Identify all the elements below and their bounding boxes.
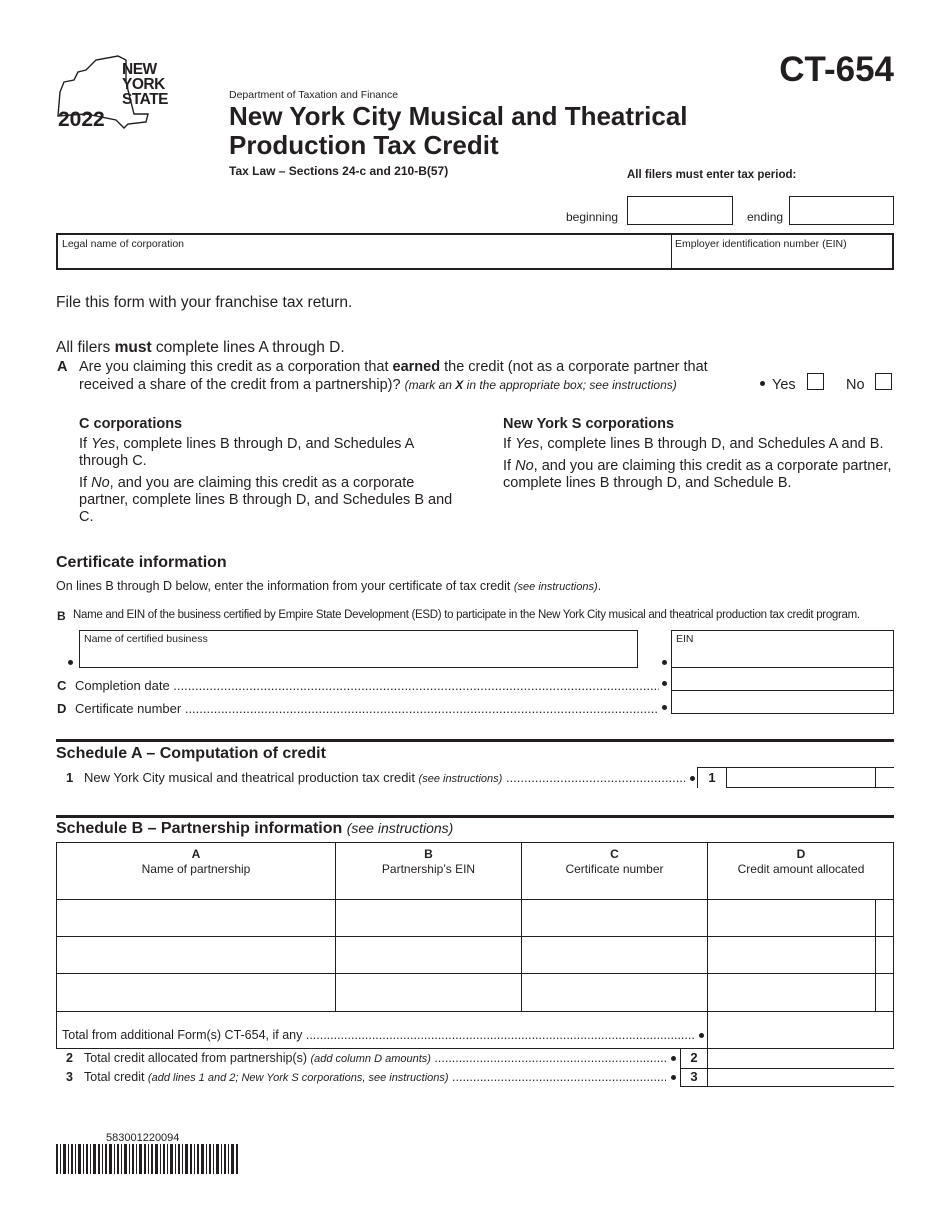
s-corps-no: If No, and you are claiming this credit as a corporate partner, complete lines B through D, and Schedule B. — [503, 458, 892, 491]
c-corps-heading: C corporations — [79, 416, 183, 432]
ending-input[interactable] — [789, 196, 894, 225]
line-c-text: Completion date ..... — [75, 678, 659, 693]
tax-law-reference: Tax Law – Sections 24-c and 210-B(57) — [229, 164, 449, 178]
column-header-b: B Partnership’s EIN — [381, 847, 476, 876]
no-checkbox[interactable] — [875, 373, 892, 390]
row-3-partnership-name[interactable] — [57, 974, 335, 1011]
form-year: 2022 — [58, 108, 105, 131]
yes-label: Yes — [772, 377, 796, 393]
line-3-amount-input[interactable] — [708, 1069, 894, 1087]
legal-name-label: Legal name of corporation — [62, 238, 184, 250]
cert-ein-label: EIN — [676, 633, 694, 645]
certificate-heading: Certificate information — [56, 554, 227, 571]
cert-ein-input[interactable] — [671, 630, 894, 668]
row-3-partnership-ein[interactable] — [336, 974, 521, 1011]
certificate-number-bullet — [662, 705, 667, 710]
row-1-credit-amount[interactable] — [708, 900, 875, 936]
column-header-d: D Credit amount allocated — [737, 847, 865, 876]
schedule-b-heading: Schedule B – Partnership information (see instructions) — [56, 820, 454, 837]
line-b-letter: B — [57, 609, 66, 623]
form-title-line2: Production Tax Credit — [229, 130, 499, 160]
s-corps-block — [503, 416, 895, 492]
certificate-intro: On lines B through D below, enter the information from your certificate of tax credit (see instructions). — [56, 579, 602, 593]
line-2-text: Total credit allocated from partnership(s) (add column D amounts) ..... — [84, 1051, 666, 1065]
line-c-letter: C — [57, 678, 67, 693]
department-name: Department of Taxation and Finance — [229, 89, 399, 101]
legal-name-field[interactable] — [58, 235, 670, 268]
completion-date-bullet — [662, 681, 667, 686]
completion-date-input[interactable] — [671, 667, 894, 691]
row-3-credit-amount[interactable] — [708, 974, 875, 1011]
col-d-cents-divider — [875, 899, 876, 1011]
line-3-box-number: 3 — [690, 1069, 698, 1084]
line-3-text: Total credit (add lines 1 and 2; New York S corporations, see instructions) ..... — [84, 1070, 666, 1084]
schedule-a-rule — [56, 739, 894, 742]
line-d-letter: D — [57, 701, 67, 716]
line-3-bottom — [680, 1086, 894, 1087]
tax-period-note: All filers must enter tax period: — [627, 169, 797, 181]
total-additional-text: Total from additional Form(s) CT-654, if any ..... — [62, 1028, 696, 1042]
form-title-line1: New York City Musical and Theatrical — [229, 101, 688, 131]
s-corps-heading: New York S corporations — [503, 416, 675, 432]
certificate-number-input[interactable] — [671, 690, 894, 714]
line-1-number: 1 — [66, 770, 74, 785]
line-2-amount-input[interactable] — [708, 1049, 894, 1068]
line-d-text: Certificate number ..... — [75, 701, 659, 716]
line-3-number: 3 — [66, 1070, 73, 1084]
schedule-a-line-bottom — [727, 787, 894, 788]
line-b-text: Name and EIN of the business certified by Empire State Development (ESD) to participate in the New York City musical and theatrical production tax credit program. — [73, 609, 860, 621]
total-additional-input[interactable] — [708, 1012, 893, 1048]
all-filers-note: All filers must complete lines A through D. — [56, 339, 345, 356]
row-1-partnership-ein[interactable] — [336, 900, 521, 936]
barcode-number: 583001220094 — [106, 1132, 180, 1144]
line-2-bullet — [671, 1056, 676, 1061]
line-a-letter: A — [57, 359, 68, 375]
logo-text: NEW YORK STATE — [122, 61, 169, 108]
row-2-credit-amount[interactable] — [708, 937, 875, 973]
c-corps-block — [79, 416, 464, 526]
ein-field[interactable] — [672, 235, 892, 268]
ein-label: Employer identification number (EIN) — [675, 238, 847, 250]
row-1-certificate-number[interactable] — [522, 900, 707, 936]
form-number: CT-654 — [779, 50, 894, 89]
s-corps-yes: If Yes, complete lines B through D, and Schedules A and B. — [503, 436, 884, 452]
line-3-bullet — [671, 1075, 676, 1080]
yes-bullet — [760, 381, 765, 386]
certified-business-input[interactable] — [79, 630, 638, 668]
beginning-input[interactable] — [627, 196, 733, 225]
yes-checkbox[interactable] — [807, 373, 824, 390]
c-corps-no: If No, and you are claiming this credit as a corporate partner, complete lines B through D, and Schedules B and C. — [79, 475, 453, 525]
line-1-text: New York City musical and theatrical production tax credit (see instructions) ..... — [84, 770, 685, 785]
line-1-amount-input[interactable] — [727, 768, 875, 788]
row-2-partnership-name[interactable] — [57, 937, 335, 973]
line-a-question-1: Are you claiming this credit as a corporation that earned the credit (not as a corporate partner that — [79, 359, 708, 375]
row-1-partnership-name[interactable] — [57, 900, 335, 936]
row-3-certificate-number[interactable] — [522, 974, 707, 1011]
line-1-box-number: 1 — [708, 770, 716, 785]
file-with-note: File this form with your franchise tax return. — [56, 294, 353, 311]
ending-label: ending — [747, 210, 784, 224]
cert-ein-bullet — [662, 660, 667, 665]
beginning-label: beginning — [566, 210, 619, 224]
line-a-question-2: received a share of the credit from a partnership)? (mark an X in the appropriate box; see instructions) — [79, 377, 677, 393]
column-header-a: A Name of partnership — [141, 847, 251, 876]
total-additional-bullet — [699, 1033, 704, 1038]
column-header-c: C Certificate number — [565, 847, 664, 876]
business-bullet — [68, 660, 73, 665]
schedule-a-heading: Schedule A – Computation of credit — [56, 745, 326, 762]
nys-logo — [56, 52, 186, 132]
line-1-bullet — [690, 776, 695, 781]
schedule-b-rule — [56, 815, 894, 818]
row-2-partnership-ein[interactable] — [336, 937, 521, 973]
line-1-cents-divider — [875, 767, 876, 788]
row-2-certificate-number[interactable] — [522, 937, 707, 973]
line-2-box-number: 2 — [690, 1050, 698, 1065]
barcode-icon — [56, 1144, 240, 1174]
c-corps-yes: If Yes, complete lines B through D, and Schedules A through C. — [79, 436, 414, 469]
line-2-number: 2 — [66, 1051, 73, 1065]
no-label: No — [846, 377, 865, 393]
certified-business-label: Name of certified business — [84, 633, 208, 645]
